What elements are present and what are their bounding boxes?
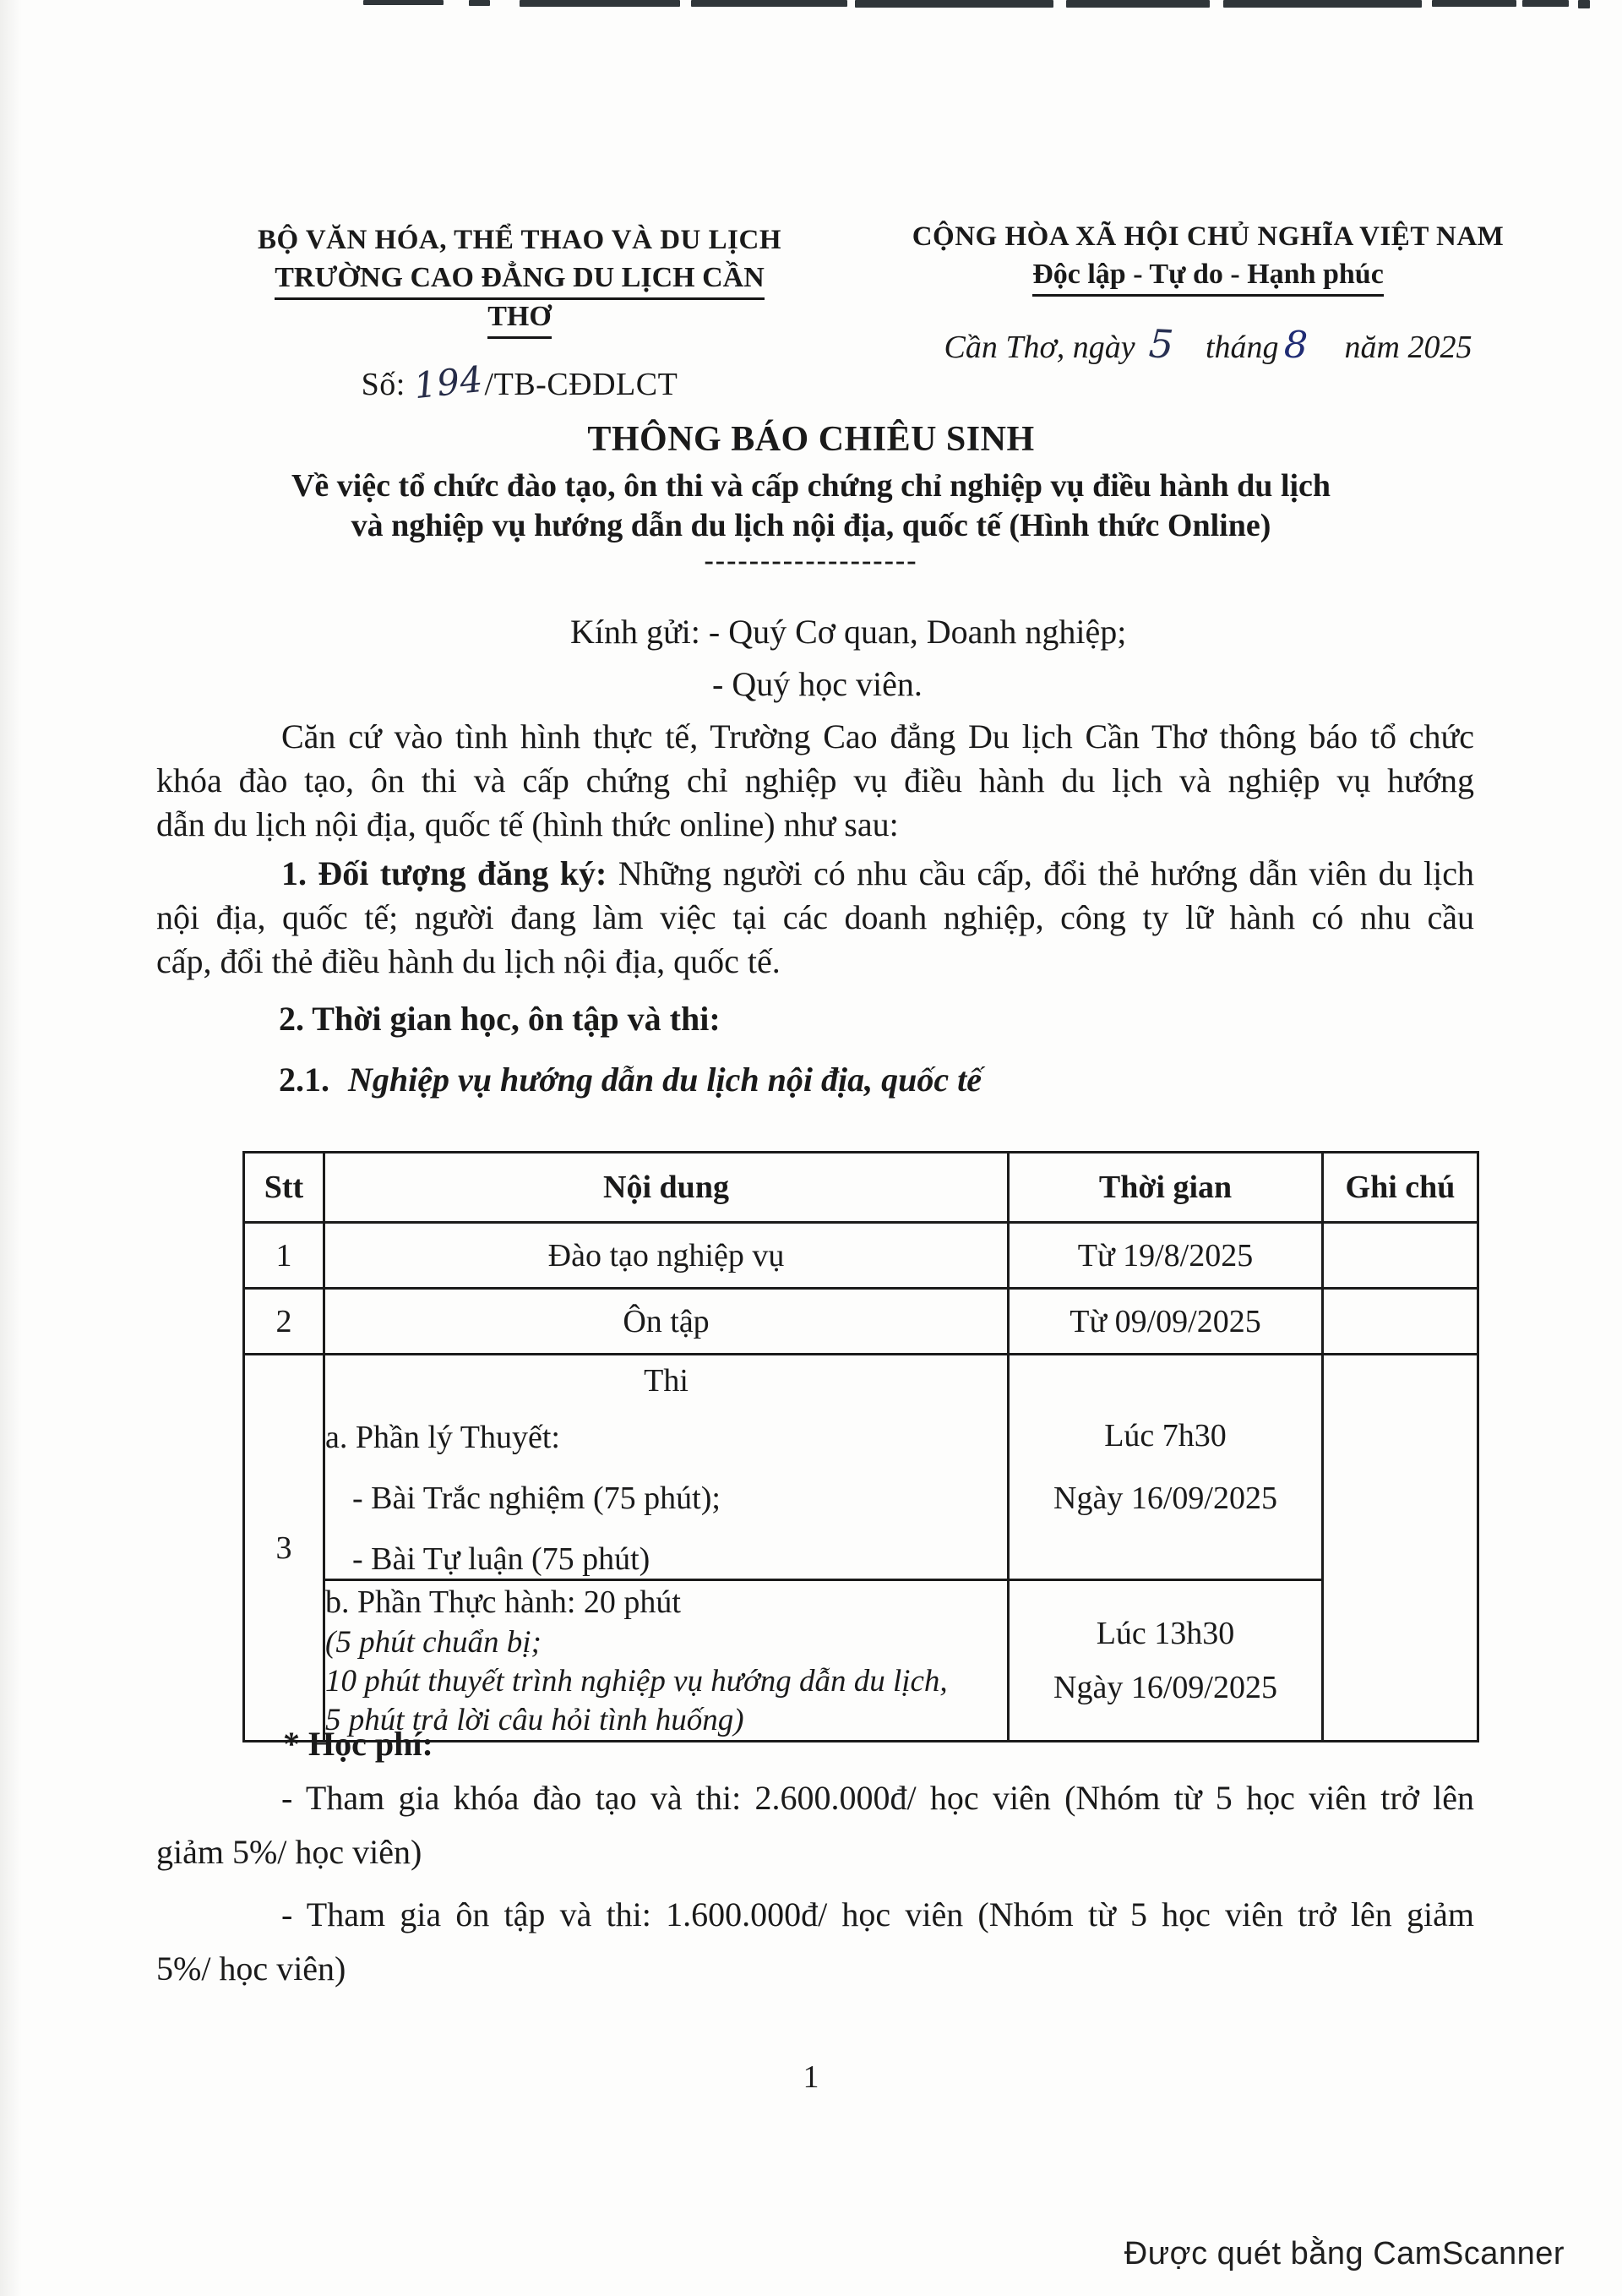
cell-time-theory xyxy=(1009,1355,1323,1580)
letterhead-left xyxy=(245,221,794,407)
cell-note xyxy=(1323,1223,1478,1289)
scan-edge-artifact xyxy=(1522,0,1569,7)
section-1-text: Những người có nhu cầu cấp, đổi thẻ hướng dẫn viên du lịch xyxy=(618,854,1474,892)
theory-time-date: Ngày 16/09/2025 xyxy=(1053,1481,1277,1516)
schedule-table xyxy=(242,1151,1479,1742)
national-title: CỘNG HÒA XÃ HỘI CHỦ NGHĨA VIỆT NAM xyxy=(912,221,1505,252)
school-name: TRƯỜNG CAO ĐẲNG DU LỊCH CẦN THƠ xyxy=(245,259,794,336)
section-1-line-2: nội địa, quốc tế; người đang làm việc tại các doanh nghiệp, công ty lữ hành có nhu cầu xyxy=(156,898,1474,936)
fee-item-2-line-2: 5%/ học viên) xyxy=(156,1950,346,1988)
national-motto: Độc lập - Tự do - Hạnh phúc xyxy=(908,255,1508,294)
intro-line-2: khóa đào tạo, ôn thi và cấp chứng chỉ nghiệp vụ điều hành du lịch và nghiệp vụ hướng xyxy=(156,761,1474,799)
fee-item-2-line-1: - Tham gia ôn tập và thi: 1.600.000đ/ học viên (Nhóm từ 5 học viên trở lên giảm xyxy=(281,1895,1474,1933)
cell-content: Ôn tập xyxy=(324,1289,1009,1355)
theory-item-2: - Bài Tự luận (75 phút) xyxy=(352,1541,650,1577)
cell-stt: 1 xyxy=(244,1223,324,1289)
table-row xyxy=(244,1355,1478,1580)
handwritten-month: 8 xyxy=(1282,323,1309,368)
scan-edge-artifact xyxy=(1066,0,1210,8)
page-number: 1 xyxy=(803,2059,819,2095)
section-1-paragraph xyxy=(156,852,1474,984)
practice-time-date: Ngày 16/09/2025 xyxy=(1053,1670,1277,1705)
table-row xyxy=(244,1580,1478,1742)
ministry-name: BỘ VĂN HÓA, THỂ THAO VÀ DU LỊCH xyxy=(257,225,781,255)
date-prefix: Cần Thơ, ngày xyxy=(944,330,1135,365)
issue-date xyxy=(908,321,1508,367)
doc-number-suffix: /TB-CĐDLCT xyxy=(484,367,678,402)
date-thang: tháng xyxy=(1205,330,1279,365)
cell-time-practice xyxy=(1009,1580,1323,1742)
intro-line-1: Căn cứ vào tình hình thực tế, Trường Cao đẳng Du lịch Cần Thơ thông báo tổ chức xyxy=(281,717,1474,755)
table-header-ghichu: Ghi chú xyxy=(1323,1153,1478,1223)
section-2-heading: 2. Thời gian học, ôn tập và thi: xyxy=(279,1000,721,1038)
section-2-1-label: 2.1. xyxy=(279,1061,329,1099)
fee-item-1-line-1: - Tham gia khóa đào tạo và thi: 2.600.000đ/ học viên (Nhóm từ 5 học viên trở lên xyxy=(281,1779,1474,1817)
table-header-noidung: Nội dung xyxy=(324,1153,1009,1223)
scan-edge-artifact xyxy=(855,0,1053,8)
practice-time-hour: Lúc 13h30 xyxy=(1096,1616,1235,1651)
document-subtitle xyxy=(135,466,1487,546)
cell-note xyxy=(1323,1355,1478,1742)
subtitle-line-1: Về việc tổ chức đào tạo, ôn thi và cấp chứng chỉ nghiệp vụ điều hành du lịch xyxy=(291,468,1331,504)
scan-edge-artifact xyxy=(469,0,490,6)
scan-edge-artifact xyxy=(691,0,847,7)
handwritten-doc-number: 194 xyxy=(411,357,485,407)
scan-edge-artifact xyxy=(363,0,444,5)
subtitle-line-2: và nghiệp vụ hướng dẫn du lịch nội địa, quốc tế (Hình thức Online) xyxy=(351,508,1271,543)
date-suffix: năm 2025 xyxy=(1344,330,1472,365)
cell-note xyxy=(1323,1289,1478,1355)
scan-edge-shadow xyxy=(0,0,22,2296)
salutation-line-2: - Quý học viên. xyxy=(712,665,923,703)
theory-time-hour: Lúc 7h30 xyxy=(1104,1418,1227,1453)
cell-stt: 2 xyxy=(244,1289,324,1355)
table-header-row xyxy=(244,1153,1478,1223)
scan-edge-artifact xyxy=(1578,0,1590,8)
document-title: THÔNG BÁO CHIÊU SINH xyxy=(587,420,1035,459)
cell-time: Từ 19/8/2025 xyxy=(1009,1223,1323,1289)
table-row xyxy=(244,1289,1478,1355)
section-1-line-1 xyxy=(156,852,1474,896)
dashed-divider: ------------------- xyxy=(704,545,918,576)
cell-content-exam-theory xyxy=(324,1355,1009,1580)
scan-edge-artifact xyxy=(520,0,680,7)
section-1-line-3: cấp, đổi thẻ điều hành du lịch nội địa, quốc tế. xyxy=(156,942,781,980)
document-number xyxy=(245,357,794,407)
handwritten-day: 5 xyxy=(1147,320,1175,368)
cell-content: Đào tạo nghiệp vụ xyxy=(324,1223,1009,1289)
salutation-line-1: Kính gửi: - Quý Cơ quan, Doanh nghiệp; xyxy=(570,613,1127,651)
table-header-stt: Stt xyxy=(244,1153,324,1223)
theory-item-1: - Bài Trắc nghiệm (75 phút); xyxy=(352,1481,721,1516)
scan-edge-artifact xyxy=(1223,0,1422,8)
doc-number-label: Số: xyxy=(361,367,406,402)
fees-heading: * Học phí: xyxy=(283,1725,433,1763)
intro-paragraph xyxy=(156,715,1474,847)
practice-detail-3: 5 phút trả lời câu hỏi tình huống) xyxy=(325,1703,744,1737)
section-1-label: 1. Đối tượng đăng ký: xyxy=(281,854,607,892)
fee-item-1-line-2: giảm 5%/ học viên) xyxy=(156,1833,422,1871)
section-2-1-title: Nghiệp vụ hướng dẫn du lịch nội địa, quốc tế xyxy=(348,1061,982,1099)
fee-item-2 xyxy=(156,1888,1474,1996)
camscanner-watermark: Được quét bằng CamScanner xyxy=(1124,2236,1565,2271)
cell-content-exam-practice xyxy=(324,1580,1009,1742)
scan-edge-artifact xyxy=(1432,0,1516,7)
cell-stt: 3 xyxy=(244,1355,324,1742)
theory-heading: a. Phần lý Thuyết: xyxy=(325,1420,560,1455)
practice-detail-2: 10 phút thuyết trình nghiệp vụ hướng dẫn du lịch, xyxy=(325,1664,948,1699)
table-row xyxy=(244,1223,1478,1289)
fee-item-1 xyxy=(156,1771,1474,1879)
intro-line-3: dẫn du lịch nội địa, quốc tế (hình thức online) như sau: xyxy=(156,805,899,843)
practice-detail-1: (5 phút chuẩn bị; xyxy=(325,1625,542,1660)
practice-heading: b. Phần Thực hành: 20 phút xyxy=(325,1584,681,1620)
letterhead-right xyxy=(908,218,1508,367)
exam-title: Thi xyxy=(644,1363,689,1399)
cell-time: Từ 09/09/2025 xyxy=(1009,1289,1323,1355)
table-header-thoigian: Thời gian xyxy=(1009,1153,1323,1223)
section-2-1-heading xyxy=(279,1060,982,1099)
